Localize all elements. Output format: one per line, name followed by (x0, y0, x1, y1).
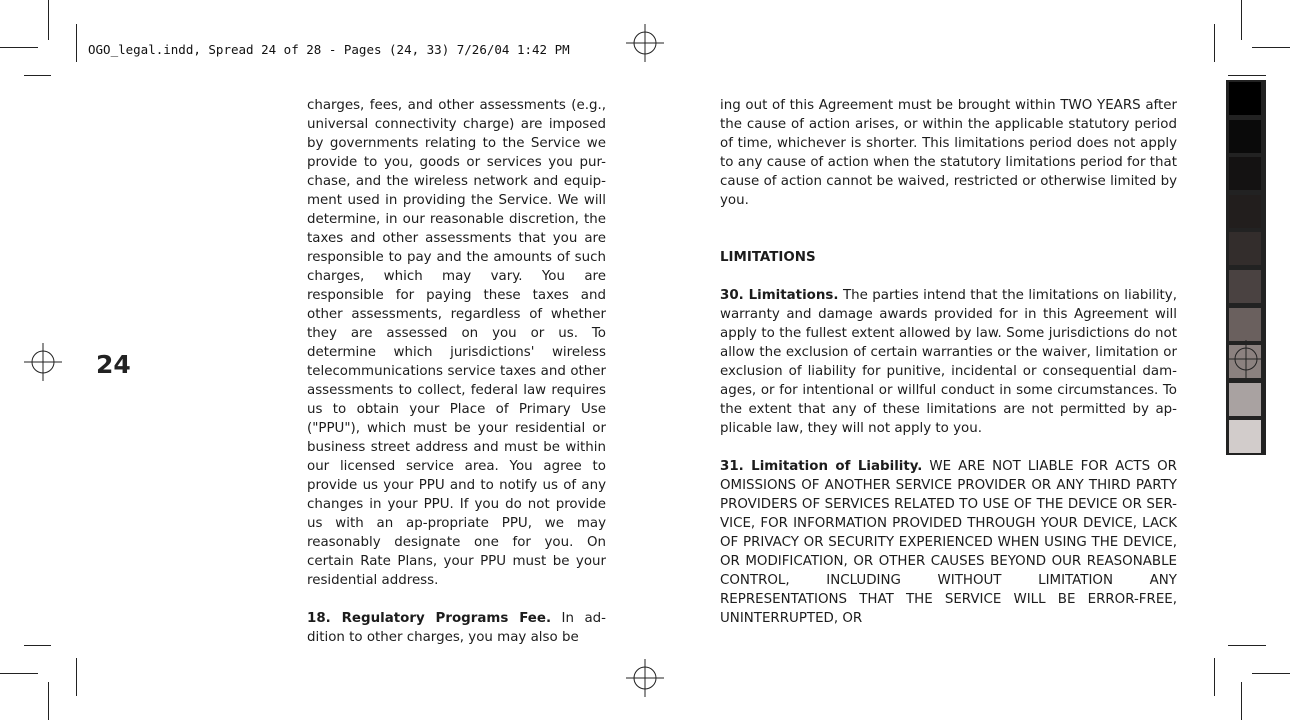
color-swatch (1229, 232, 1261, 265)
section-30 (720, 286, 1177, 438)
crop-mark (1252, 673, 1290, 674)
section-title: 31. Limitation of Liability. (720, 459, 923, 474)
color-swatch-bar (1226, 80, 1266, 455)
crop-mark (48, 682, 49, 720)
section-text: The parties intend that the limitations on liability, warranty and damage awards provided for in this Agreement will apply to the fullest extent allowed by law. Some jurisdictions do not allow the exclusion of certain warranties or the waiver, limitation or exclusion of liability for punitive, incidental or consequential dam-ages, or for intentional or willful conduct in some circumstances. To the extent that any of these limitations are not permitted by ap-plicable law, they will not apply to you. (720, 288, 1177, 436)
paragraph: ing out of this Agreement must be brought within TWO YEARS after the cause of action arises, or within the applicable statutory period of time, whichever is shorter. This limitations period does not apply to any cause of action when the statutory limitations period for that cause of action cannot be waived, restricted or otherwise limited by you. (720, 98, 1177, 208)
color-swatch (1229, 195, 1261, 228)
crop-mark (0, 47, 38, 48)
crop-mark (0, 673, 38, 674)
color-swatch (1229, 157, 1261, 190)
section-31 (720, 457, 1177, 628)
crop-mark (76, 658, 77, 696)
color-swatch (1229, 120, 1261, 153)
section-title: 30. Limitations. (720, 288, 839, 303)
crop-mark (1228, 75, 1266, 76)
crop-mark (24, 645, 51, 646)
section-title: 18. Regulatory Programs Fee. (307, 611, 552, 626)
section-text: In ad-dition to other charges, you may also be (307, 611, 606, 645)
page-number: 24 (96, 350, 131, 379)
right-column (720, 96, 1177, 628)
registration-mark-icon (626, 659, 664, 697)
section-18 (307, 609, 606, 647)
section-heading: LIMITATIONS (720, 250, 816, 265)
crop-mark (1252, 47, 1290, 48)
crop-mark (24, 75, 51, 76)
color-swatch (1229, 308, 1261, 341)
crop-mark (1214, 658, 1215, 696)
paragraph: charges, fees, and other assessments (e.g., universal connectivity charge) are imposed by governments relating to the Service we provide to you, goods or services you pur-chase, and the wireless network and equip-ment used in providing the Service. We will determine, in our reasonable discretion, the taxes and other assessments that you are responsible to pay and the amounts of such charges, which may vary. You are responsible for paying these taxes and other assessments, regardless of whether they are assessed on you or us. To determine which jurisdictions' wireless telecommunications service taxes and other assessments to collect, federal law requires us to obtain your Place of Primary Use ("PPU"), which must be your residential or business street address and must be within our licensed service area. You agree to provide us your PPU and to notify us of any changes in your PPU. If you do not provide us with an ap-propriate PPU, we may reasonably designate one for you. On certain Rate Plans, your PPU must be your residential address. (307, 98, 606, 588)
registration-mark-icon (24, 343, 62, 381)
color-swatch (1229, 420, 1261, 453)
registration-mark-icon (1227, 340, 1265, 378)
color-swatch (1229, 383, 1261, 416)
left-column (307, 96, 606, 647)
crop-mark (48, 0, 49, 40)
crop-mark (1214, 24, 1215, 62)
crop-mark (76, 24, 77, 62)
color-swatch (1229, 270, 1261, 303)
color-swatch (1229, 82, 1261, 115)
crop-mark (1241, 682, 1242, 720)
section-text: WE ARE NOT LIABLE FOR ACTS OR OMISSIONS OF ANOTHER SERVICE PROVIDER OR ANY THIRD PARTY PROVIDERS OF SERVICES RELATED TO USE OF THE DEVICE OR SER-VICE, FOR INFORMATION PROVIDED THROUGH YOUR DEVICE, LACK OF PRIVACY OR SECURITY EXPERIENCED WHEN USING THE DEVICE, OR MODIFICATION, OR OTHER CAUSES BEYOND OUR REASONABLE CONTROL, INCLUDING WITHOUT LIMITATION ANY REPRESENTATIONS THAT THE SERVICE WILL BE ERROR-FREE, UNINTERRUPTED, OR (720, 459, 1177, 626)
crop-mark (1241, 0, 1242, 40)
file-slug: OGO_legal.indd, Spread 24 of 28 - Pages (24, 33) 7/26/04 1:42 PM (88, 42, 570, 57)
crop-mark (1228, 645, 1266, 646)
registration-mark-icon (626, 24, 664, 62)
